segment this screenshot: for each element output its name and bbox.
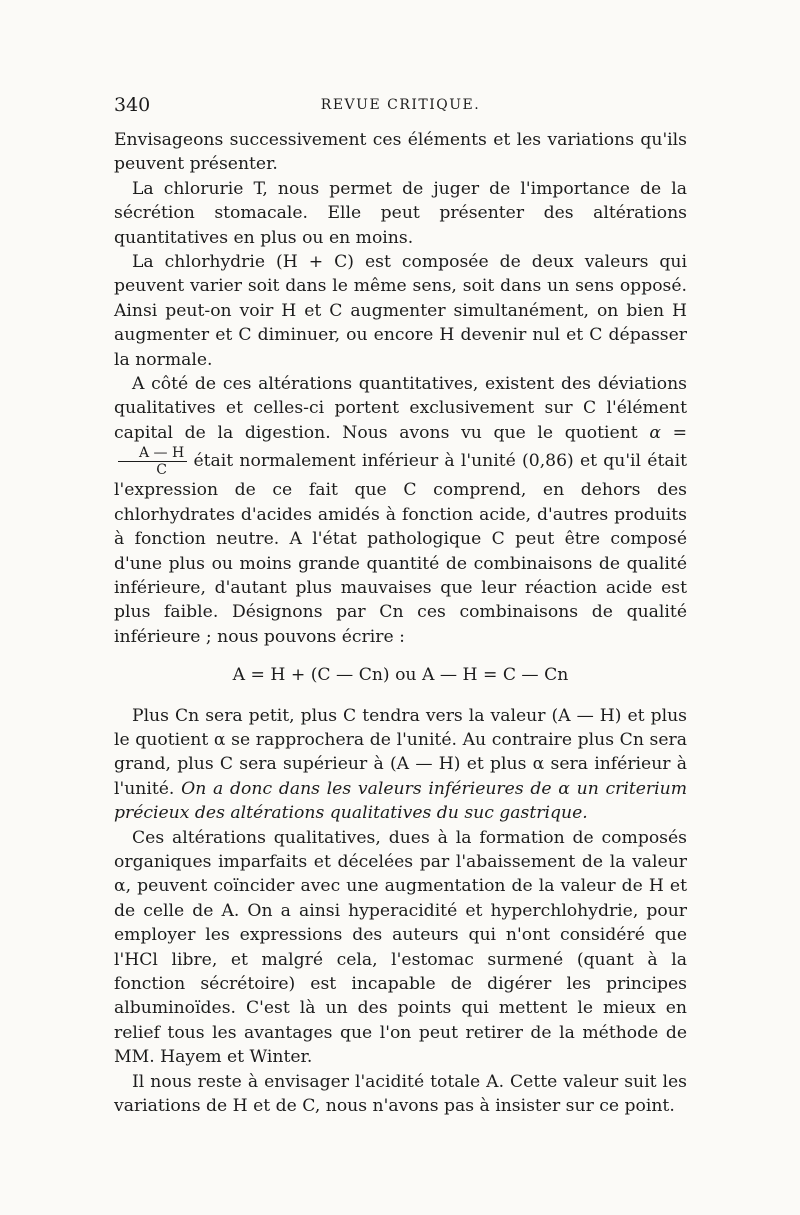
paragraph-1: Envisageons successivement ces éléments et les variations qu'ils peuvent présenter.: [114, 130, 687, 175]
fraction-numerator: A — H: [118, 445, 187, 462]
paragraph-2: La chlorurie T, nous permet de juger de l'importance de la sécrétion stomacale. Elle peut présenter des altérations quantitatives en plus ou en moins.: [114, 178, 687, 248]
paragraph-6: Ces altérations qualitatives, dues à la formation de composés organiques imparfaits et décelées par l'abaissement de la valeur α, peuvent coïncider avec une augmentation de la valeur de H et de celle de A. On a ainsi hyperacidité et hyperchlohydrie, pour employer les expressions des auteurs qui n'ont considéré que l'HCl libre, et malgré cela, l'estomac surmené (quant à la fonction sécrétoire) est incapable de digérer les principes albuminoïdes. C'est là un des points qui mettent le mieux en relief tous les avantages que l'on peut retirer de la méthode de MM. Hayem et Winter.: [114, 827, 687, 1068]
paragraph-3: La chlorhydrie (H + C) est composée de deux valeurs qui peuvent varier soit dans le même sens, soit dans un sens opposé. Ainsi peut-on voir H et C augmenter simultanément, on bien H augmenter et C diminuer, ou encore H devenir nul et C dépasser la normale.: [114, 252, 687, 370]
quotient-fraction: [118, 445, 187, 478]
paragraph-4: [114, 372, 687, 649]
paragraph-5-part-a: Plus Cn sera petit, plus C tendra vers la valeur (A — H) et plus le quotient α se rapprochera de l'unité. Au contraire plus Cn sera grand, plus C sera supérieur à (A — H) et plus α sera inférieur à l'unité.: [114, 705, 687, 799]
running-title: REVUE CRITIQUE.: [320, 97, 481, 113]
paragraph-4-part-b: était normalement inférieur à l'unité (0,86) et qu'il était l'expression de ce fait que C comprend, en dehors des chlorhydrates d'acides amidés à fonction acide, d'autres produits à fonction neutre. A l'état pathologique C peut être composé d'une plus ou moins grande quantité de combinaisons de qualité inférieure, d'autant plus mauvaises que leur réaction acide est plus faible. Désignons par Cn ces combinaisons de qualité inférieure ; nous pouvons écrire :: [114, 451, 687, 647]
display-formula: A = H + (C — Cn) ou A — H = C — Cn: [232, 665, 569, 686]
paragraph-4-part-a: A côté de ces altérations quantitatives, existent des déviations qualitatives et celles-ci portent exclusivement sur C l'élément capital de la digestion. Nous avons vu que le quotient: [114, 374, 687, 443]
alpha-symbol: α =: [649, 422, 687, 443]
page-number: 340: [114, 94, 151, 116]
page-header: [114, 94, 687, 124]
fraction-denominator: C: [156, 462, 167, 479]
body-text: [114, 128, 687, 1118]
paragraph-7: Il nous reste à envisager l'acidité totale A. Cette valeur suit les variations de H et de C, nous n'avons pas à insister sur ce point.: [114, 1071, 687, 1117]
paragraph-5-italic: On a donc dans les valeurs inférieures de α un criterium précieux des altérations qualitatives du suc gastrique.: [114, 778, 687, 824]
paragraph-5: [114, 704, 687, 826]
